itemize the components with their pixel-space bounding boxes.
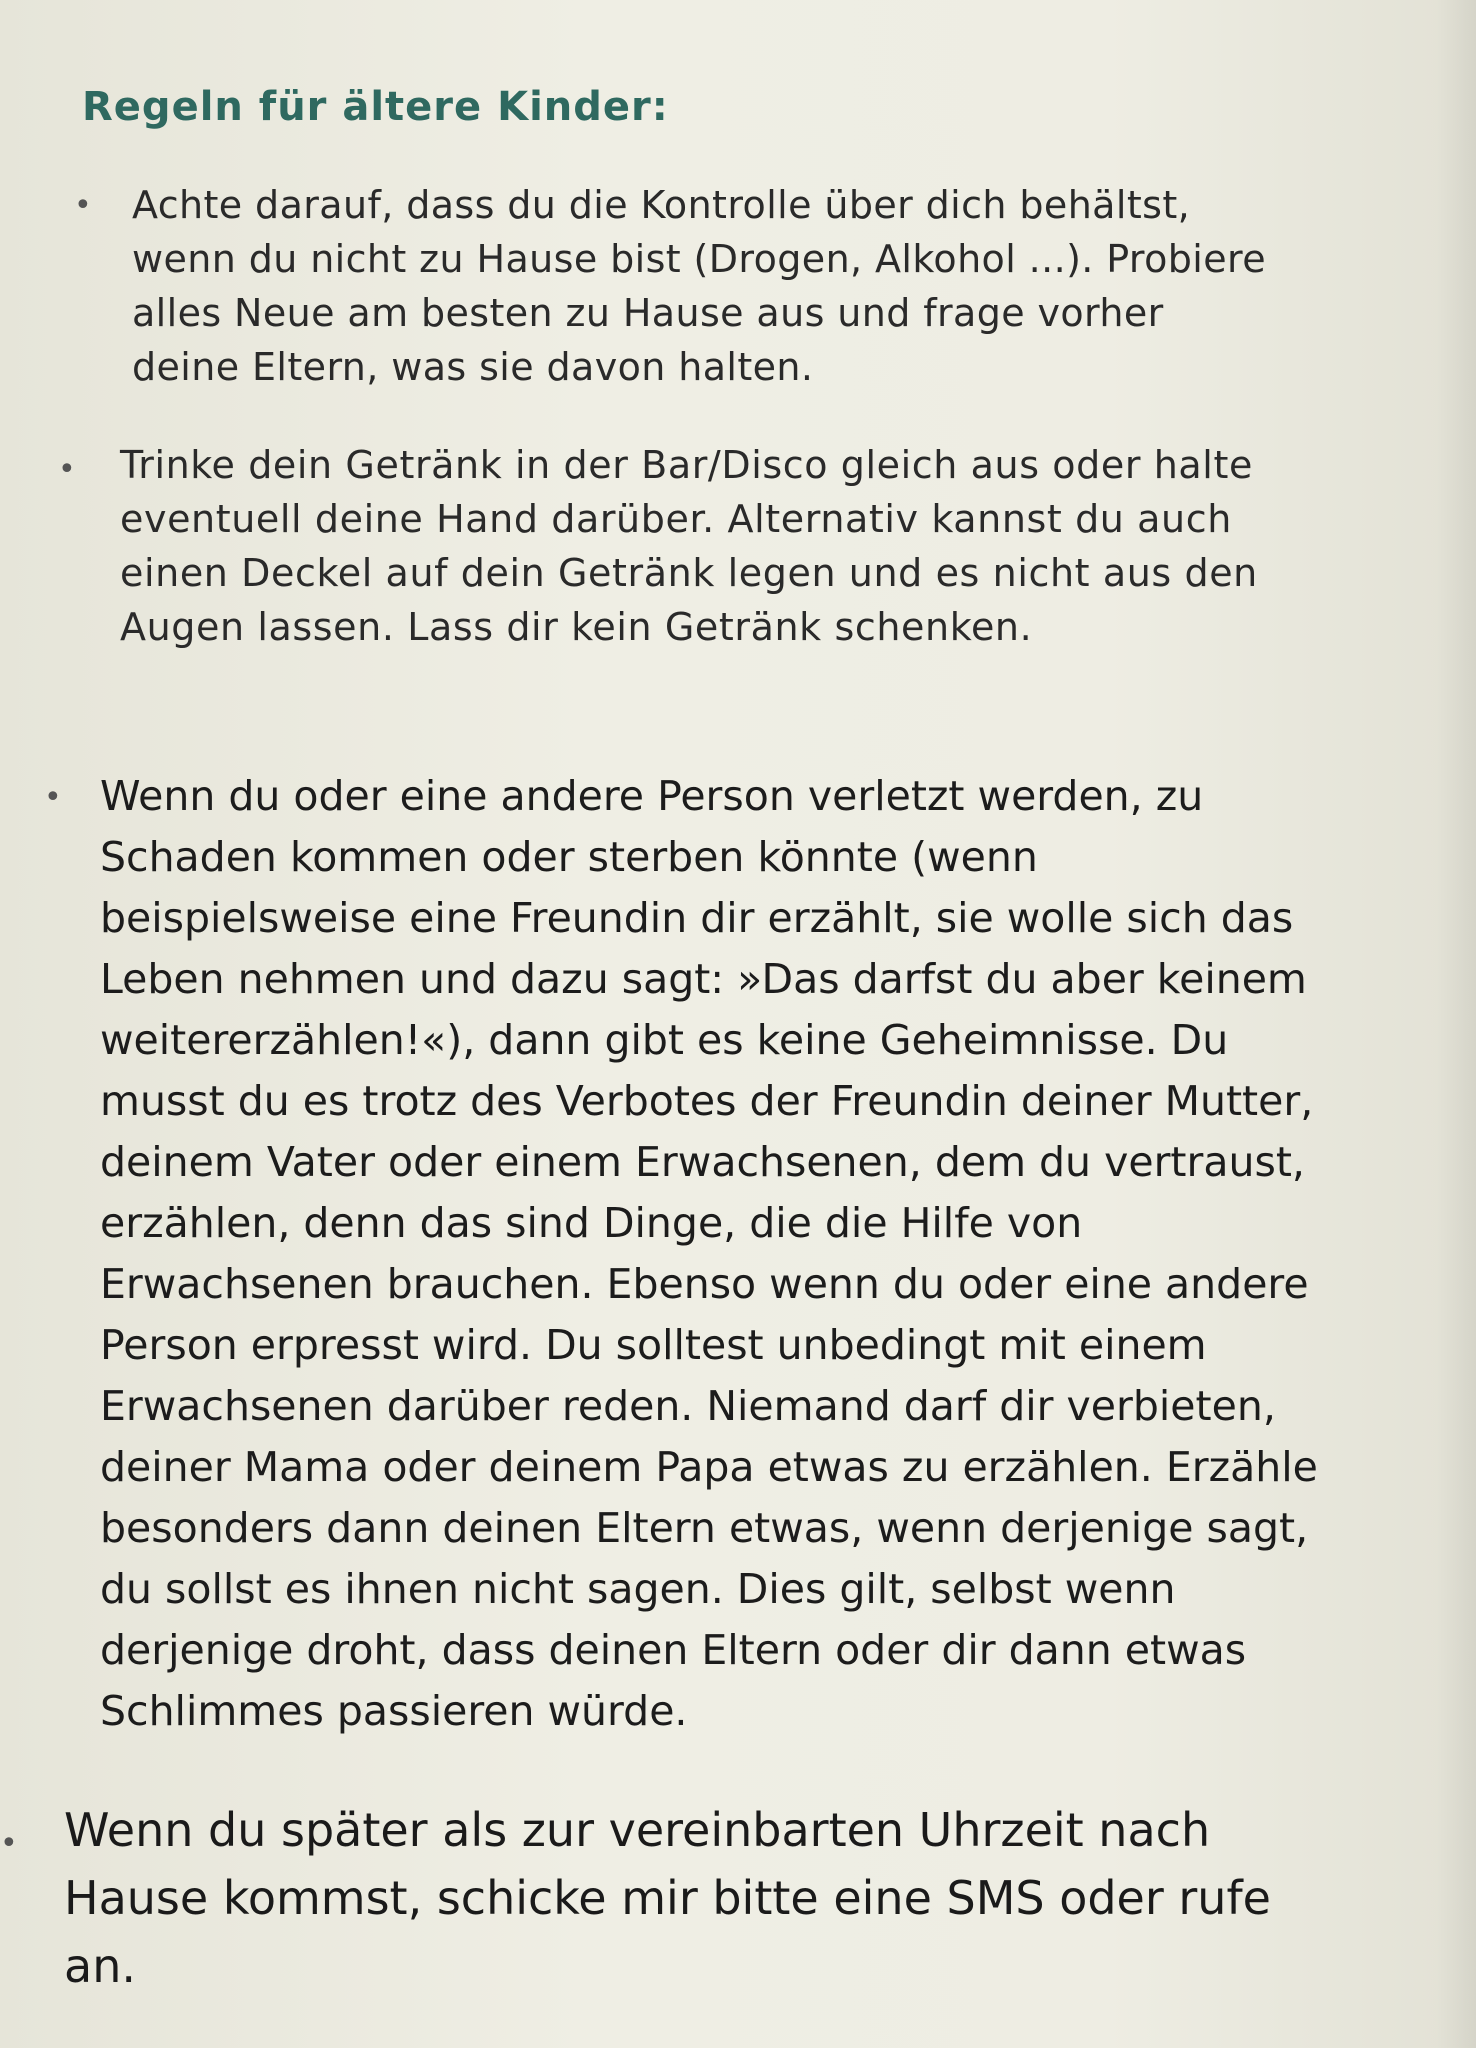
rule-item-4: Wenn du später als zur vereinbarten Uhrzeit nach Hause kommst, schicke mir bitte eine SMS oder rufe an. [64, 1803, 1271, 1993]
section-heading: Regeln für ältere Kinder: [82, 84, 669, 130]
bullet-icon: • [44, 780, 62, 815]
bullet-icon: • [0, 1826, 18, 1861]
rule-item-3: Wenn du oder eine andere Person verletzt werden, zu Schaden kommen oder sterben könnte (wenn beispielsweise eine Freundin dir erzählt, sie wolle sich das Leben nehmen und dazu sagt: »Das darfst du aber keinem weitererzählen!«), dann gibt es keine Geheimnisse. Du musst du es trotz des Verbotes der Freundin deiner Mutter, deinem Vater oder einem Erwachsenen, dem du vertraust, erzählen, denn das sind Dinge, die die Hilfe von Erwachsenen brauchen. Ebenso wenn du oder eine andere Person erpresst wird. Du solltest unbedingt mit einem Erwachsenen darüber reden. Niemand darf dir verbieten, deiner Mama oder deinem Papa etwas zu erzählen. Erzähle besonders dann deinen Eltern etwas, wenn derjenige sagt, du sollst es ihnen nicht sagen. Dies gilt, selbst wenn derjenige droht, dass deinen Eltern oder dir dann etwas Schlimmes passieren würde. [100, 772, 1318, 1735]
rule-item-1: Achte darauf, dass du die Kontrolle über dich behältst, wenn du nicht zu Hause bist (Drogen, Alkohol ...). Probiere alles Neue am besten zu Hause aus und frage vorher deine Eltern, was sie davon halten. [132, 183, 1266, 389]
rule-item-2: Trinke dein Getränk in der Bar/Disco gleich aus oder halte eventuell deine Hand darüber. Alternativ kannst du auch einen Deckel auf dein Getränk legen und es nicht aus den Augen lassen. Lass dir kein Getränk schenken. [120, 443, 1258, 649]
bullet-icon: • [58, 452, 76, 487]
bullet-icon: • [74, 188, 92, 223]
